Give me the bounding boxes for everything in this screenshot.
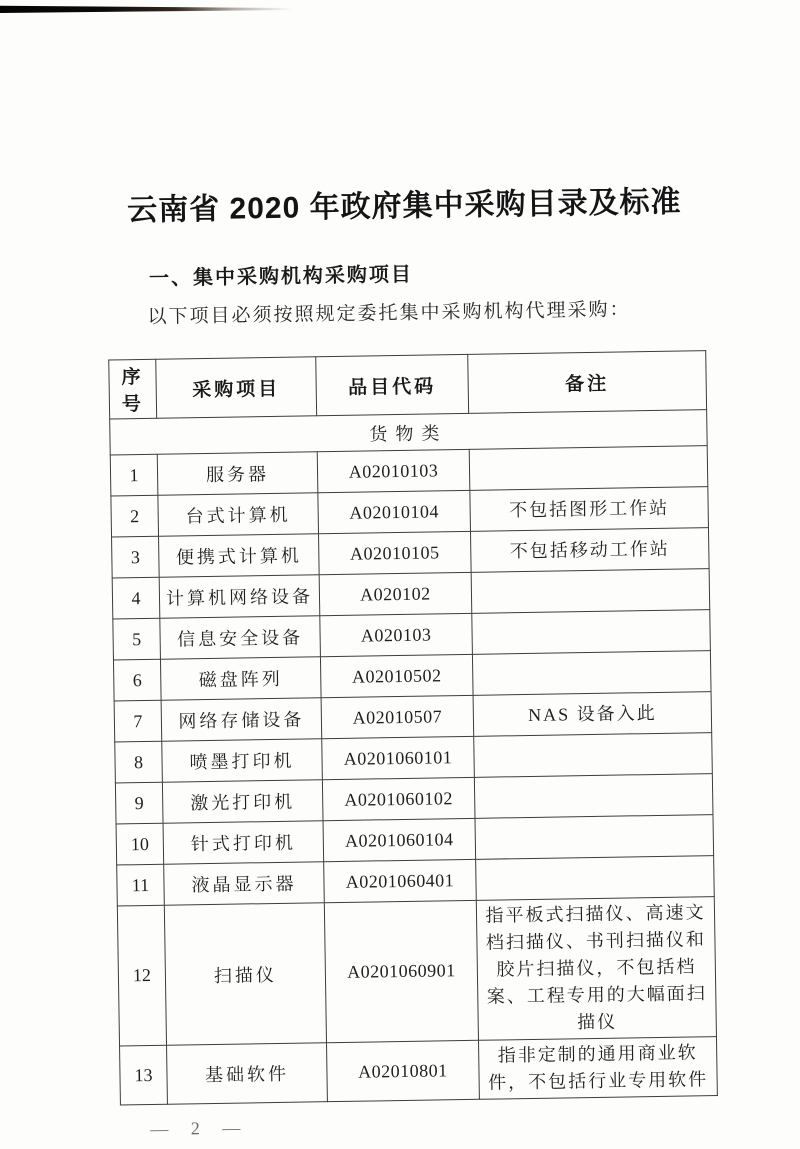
table-row <box>120 1037 718 1105</box>
intro-paragraph: 以下项目必须按照规定委托集中采购机构代理采购： <box>147 299 631 328</box>
cell-item-name: 台式计算机 <box>158 493 319 537</box>
cell-remark <box>475 815 714 860</box>
cell-item-name: 激光打印机 <box>162 780 323 824</box>
cell-item-code: A02010801 <box>327 1040 480 1101</box>
cell-item-name: 便携式计算机 <box>159 534 320 578</box>
cell-item-code: A0201060104 <box>323 818 476 861</box>
cell-serial-number: 7 <box>114 700 162 742</box>
column-header-remarks: 备注 <box>468 351 707 414</box>
cell-serial-number: 1 <box>110 454 158 496</box>
cell-serial-number: 9 <box>115 782 163 824</box>
cell-item-code: A02010502 <box>320 654 473 697</box>
procurement-catalog-table <box>108 350 718 1105</box>
cell-remark: 指非定制的通用商业软件，不包括行业专用软件 <box>478 1037 717 1100</box>
cell-serial-number: 12 <box>117 905 166 1046</box>
document-title: 云南省 2020 年政府集中采购目录及标准 <box>126 185 682 228</box>
cell-remark: NAS 设备入此 <box>473 692 712 737</box>
cell-item-code: A0201060102 <box>322 777 475 820</box>
cell-remark <box>471 569 710 614</box>
cell-item-name: 磁盘阵列 <box>160 657 321 701</box>
column-header-procurement-item: 采购项目 <box>156 357 317 419</box>
cell-item-name: 信息安全设备 <box>160 616 321 660</box>
cell-remark <box>469 446 708 491</box>
cell-remark: 指平板式扫描仪、高速文档扫描仪、书刊扫描仪和胶片扫描仪，不包括档案、工程专用的大幅面扫描仪 <box>476 897 716 1041</box>
section-heading: 一、集中采购机构采购项目 <box>148 263 414 290</box>
cell-serial-number: 11 <box>117 864 165 906</box>
category-label: 货物类 <box>110 410 707 455</box>
cell-item-name: 网络存储设备 <box>161 698 322 742</box>
cell-remark <box>474 733 713 778</box>
cell-item-name: 基础软件 <box>167 1043 328 1105</box>
page-number: — 2 — <box>150 1117 250 1139</box>
cell-serial-number: 4 <box>112 577 160 619</box>
cell-serial-number: 6 <box>113 659 161 701</box>
cell-serial-number: 3 <box>112 536 160 578</box>
cell-remark <box>472 651 711 696</box>
cell-item-code: A020102 <box>319 572 472 615</box>
cell-item-name: 计算机网络设备 <box>159 575 320 619</box>
table-row <box>117 897 716 1046</box>
cell-item-code: A020103 <box>320 613 473 656</box>
cell-remark: 不包括图形工作站 <box>470 487 709 532</box>
cell-serial-number: 2 <box>111 495 159 537</box>
cell-item-code: A0201060101 <box>322 736 475 779</box>
cell-item-name: 扫描仪 <box>164 903 326 1045</box>
cell-item-code: A02010104 <box>318 490 471 533</box>
cell-item-name: 喷墨打印机 <box>162 739 323 783</box>
cell-item-code: A02010103 <box>317 449 470 492</box>
cell-remark <box>476 856 715 901</box>
cell-item-name: 液晶显示器 <box>164 862 325 906</box>
cell-item-code: A02010507 <box>321 695 474 738</box>
cell-item-code: A02010105 <box>319 531 472 574</box>
cell-item-name: 服务器 <box>157 452 318 496</box>
cell-item-name: 针式打印机 <box>163 821 324 865</box>
table-header-row <box>109 351 707 419</box>
column-header-item-code: 品目代码 <box>316 354 469 415</box>
cell-serial-number: 10 <box>116 823 164 865</box>
cell-remark <box>472 610 711 655</box>
column-header-serial-number: 序号 <box>109 359 157 419</box>
cell-item-code: A0201060401 <box>324 859 477 902</box>
cell-serial-number: 5 <box>113 618 161 660</box>
cell-serial-number: 13 <box>120 1045 168 1105</box>
cell-serial-number: 8 <box>115 741 163 783</box>
cell-item-code: A0201060901 <box>324 900 478 1042</box>
cell-remark <box>474 774 713 819</box>
cell-remark: 不包括移动工作站 <box>470 528 709 573</box>
